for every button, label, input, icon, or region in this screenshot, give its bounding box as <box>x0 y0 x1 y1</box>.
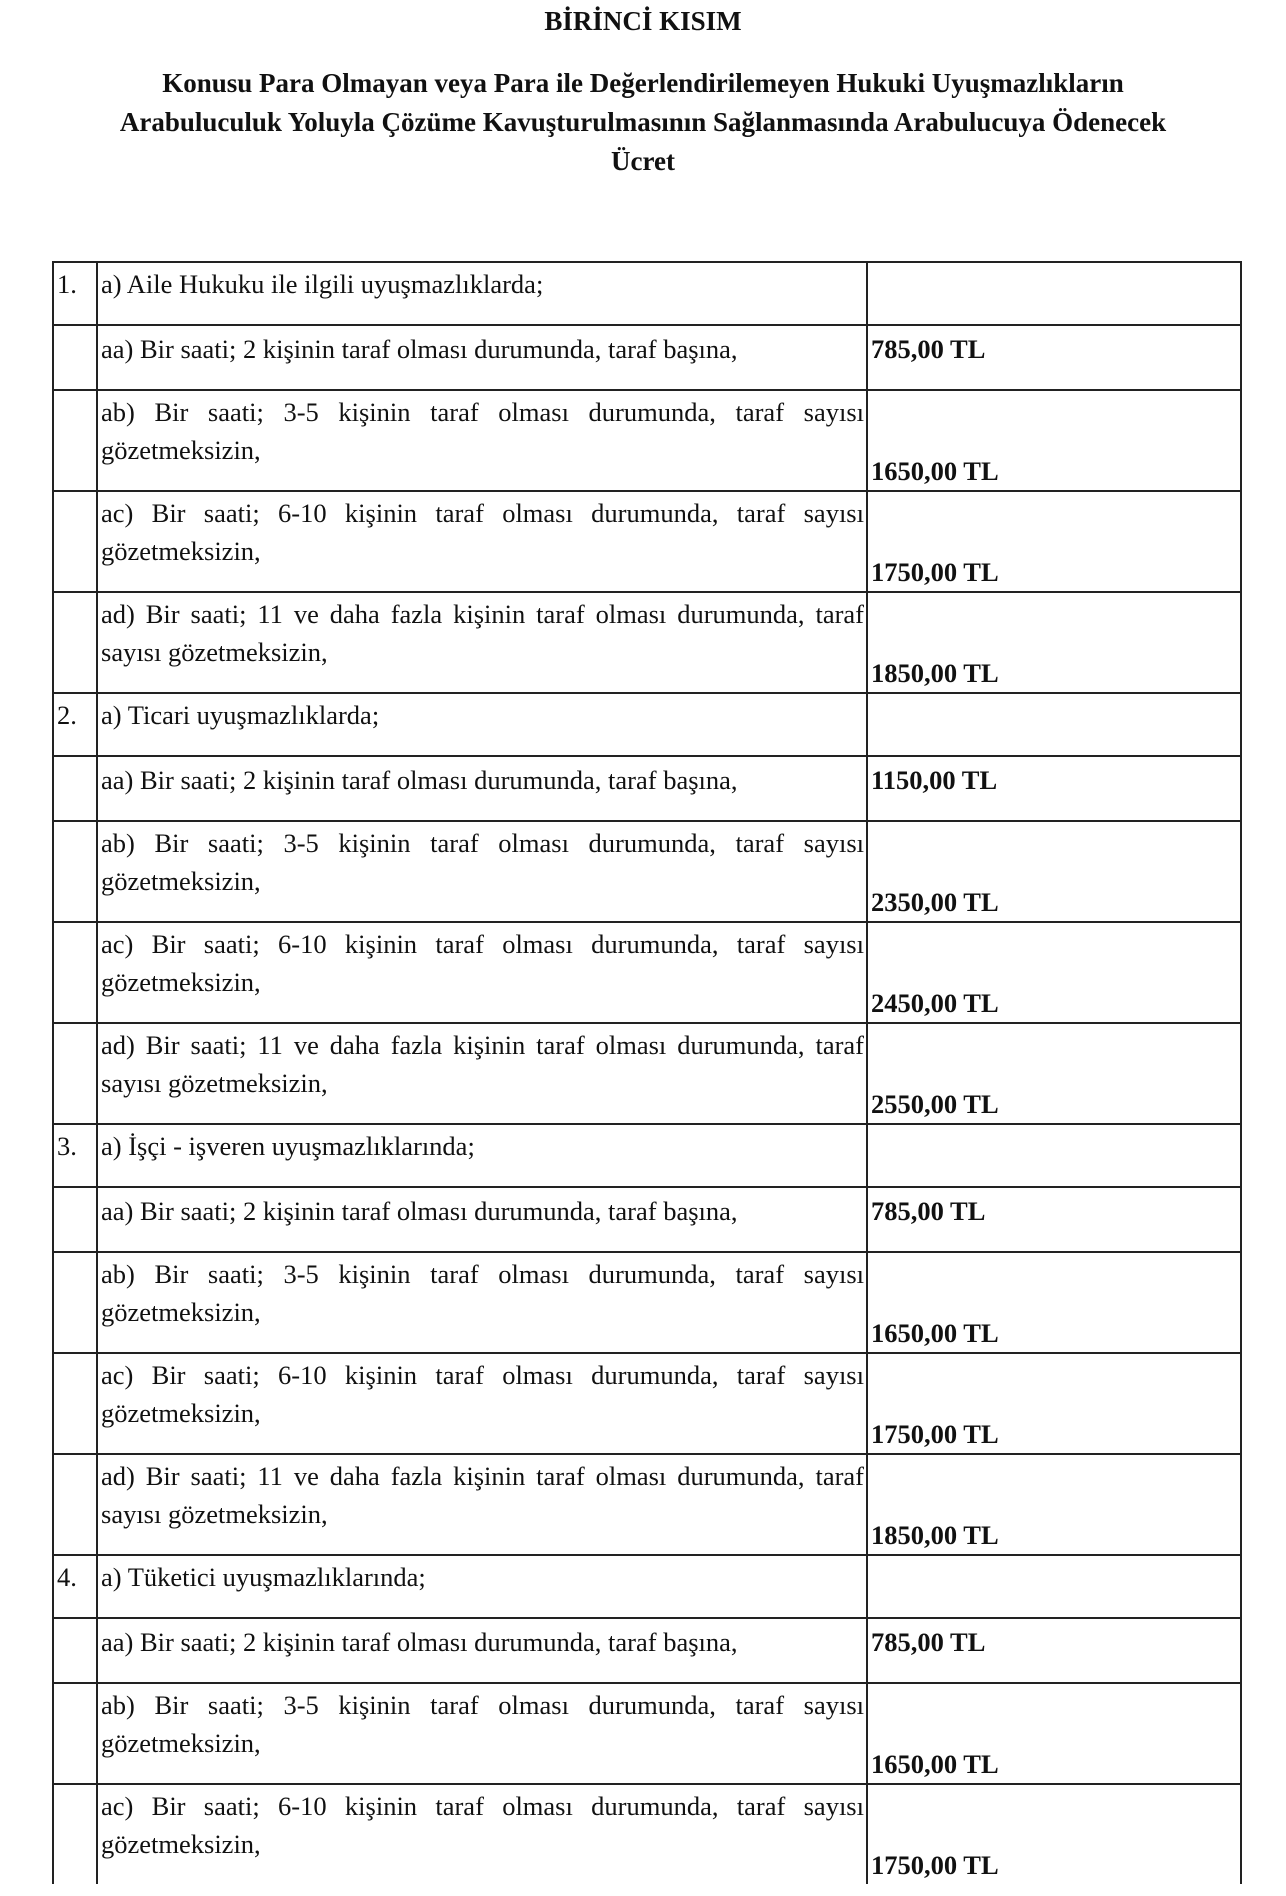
section-category: a) Aile Hukuku ile ilgili uyuşmazlıklarda; <box>97 262 867 325</box>
row-description: ad) Bir saati; 11 ve daha fazla kişinin taraf olması durumunda, taraf sayısı gözetmeksizin, <box>97 1023 867 1124</box>
number-cell-empty <box>53 1618 97 1683</box>
row-description: ac) Bir saati; 6-10 kişinin taraf olması durumunda, taraf sayısı gözetmeksizin, <box>97 1784 867 1884</box>
section-number: 1. <box>53 262 97 325</box>
row-description: ab) Bir saati; 3-5 kişinin taraf olması durumunda, taraf sayısı gözetmeksizin, <box>97 821 867 922</box>
number-cell-empty <box>53 491 97 592</box>
row-description: aa) Bir saati; 2 kişinin taraf olması durumunda, taraf başına, <box>97 1618 867 1683</box>
row-fee: 1150,00 TL <box>867 756 1241 821</box>
section-number: 4. <box>53 1555 97 1618</box>
part-title: BİRİNCİ KISIM <box>544 6 742 36</box>
table-row <box>53 1252 1241 1353</box>
number-cell-empty <box>53 325 97 390</box>
row-fee: 2550,00 TL <box>867 1023 1241 1124</box>
table-row <box>53 1784 1241 1884</box>
table-row <box>53 922 1241 1023</box>
row-fee: 785,00 TL <box>867 1618 1241 1683</box>
row-description: ad) Bir saati; 11 ve daha fazla kişinin taraf olması durumunda, taraf sayısı gözetmeksizin, <box>97 1454 867 1555</box>
number-cell-empty <box>53 1454 97 1555</box>
number-cell-empty <box>53 1683 97 1784</box>
table-row <box>53 1683 1241 1784</box>
row-fee: 1850,00 TL <box>867 1454 1241 1555</box>
table-row <box>53 491 1241 592</box>
table-row <box>53 1023 1241 1124</box>
fee-cell-empty <box>867 262 1241 325</box>
number-cell-empty <box>53 1023 97 1124</box>
section-number: 2. <box>53 693 97 756</box>
number-cell-empty <box>53 756 97 821</box>
section-row <box>53 262 1241 325</box>
number-cell-empty <box>53 1353 97 1454</box>
fee-cell-empty <box>867 1555 1241 1618</box>
table-row <box>53 1454 1241 1555</box>
table-row <box>53 821 1241 922</box>
table-row <box>53 1187 1241 1252</box>
heading-line: Konusu Para Olmayan veya Para ile Değerlendirilemeyen Hukuki Uyuşmazlıkların <box>162 68 1124 98</box>
number-cell-empty <box>53 821 97 922</box>
number-cell-empty <box>53 1252 97 1353</box>
document-heading <box>60 64 1226 181</box>
row-description: aa) Bir saati; 2 kişinin taraf olması durumunda, taraf başına, <box>97 325 867 390</box>
heading-line: Ücret <box>611 146 675 176</box>
row-description: ac) Bir saati; 6-10 kişinin taraf olması durumunda, taraf sayısı gözetmeksizin, <box>97 491 867 592</box>
row-fee: 1850,00 TL <box>867 592 1241 693</box>
section-category: a) Tüketici uyuşmazlıklarında; <box>97 1555 867 1618</box>
row-fee: 2450,00 TL <box>867 922 1241 1023</box>
section-row <box>53 693 1241 756</box>
row-description: ac) Bir saati; 6-10 kişinin taraf olması durumunda, taraf sayısı gözetmeksizin, <box>97 922 867 1023</box>
row-fee: 1750,00 TL <box>867 1784 1241 1884</box>
number-cell-empty <box>53 1784 97 1884</box>
table-row <box>53 756 1241 821</box>
table-row <box>53 1353 1241 1454</box>
section-row <box>53 1124 1241 1187</box>
row-description: ac) Bir saati; 6-10 kişinin taraf olması durumunda, taraf sayısı gözetmeksizin, <box>97 1353 867 1454</box>
row-description: ad) Bir saati; 11 ve daha fazla kişinin taraf olması durumunda, taraf sayısı gözetmeksizin, <box>97 592 867 693</box>
row-fee: 1750,00 TL <box>867 491 1241 592</box>
number-cell-empty <box>53 592 97 693</box>
row-description: ab) Bir saati; 3-5 kişinin taraf olması durumunda, taraf sayısı gözetmeksizin, <box>97 1683 867 1784</box>
row-description: ab) Bir saati; 3-5 kişinin taraf olması durumunda, taraf sayısı gözetmeksizin, <box>97 1252 867 1353</box>
table-row <box>53 1618 1241 1683</box>
section-category: a) Ticari uyuşmazlıklarda; <box>97 693 867 756</box>
row-fee: 1650,00 TL <box>867 1683 1241 1784</box>
section-category: a) İşçi - işveren uyuşmazlıklarında; <box>97 1124 867 1187</box>
section-number: 3. <box>53 1124 97 1187</box>
table-row <box>53 592 1241 693</box>
row-fee: 1750,00 TL <box>867 1353 1241 1454</box>
fee-cell-empty <box>867 1124 1241 1187</box>
row-fee: 1650,00 TL <box>867 1252 1241 1353</box>
fee-cell-empty <box>867 693 1241 756</box>
section-row <box>53 1555 1241 1618</box>
number-cell-empty <box>53 922 97 1023</box>
row-fee: 1650,00 TL <box>867 390 1241 491</box>
heading-line: Arabuluculuk Yoluyla Çözüme Kavuşturulmasının Sağlanmasında Arabulucuya Ödenecek <box>119 107 1167 137</box>
fee-table <box>52 261 1242 1884</box>
row-fee: 2350,00 TL <box>867 821 1241 922</box>
table-row <box>53 325 1241 390</box>
row-fee: 785,00 TL <box>867 325 1241 390</box>
row-description: aa) Bir saati; 2 kişinin taraf olması durumunda, taraf başına, <box>97 756 867 821</box>
row-description: ab) Bir saati; 3-5 kişinin taraf olması durumunda, taraf sayısı gözetmeksizin, <box>97 390 867 491</box>
table-row <box>53 390 1241 491</box>
row-fee: 785,00 TL <box>867 1187 1241 1252</box>
number-cell-empty <box>53 390 97 491</box>
number-cell-empty <box>53 1187 97 1252</box>
row-description: aa) Bir saati; 2 kişinin taraf olması durumunda, taraf başına, <box>97 1187 867 1252</box>
